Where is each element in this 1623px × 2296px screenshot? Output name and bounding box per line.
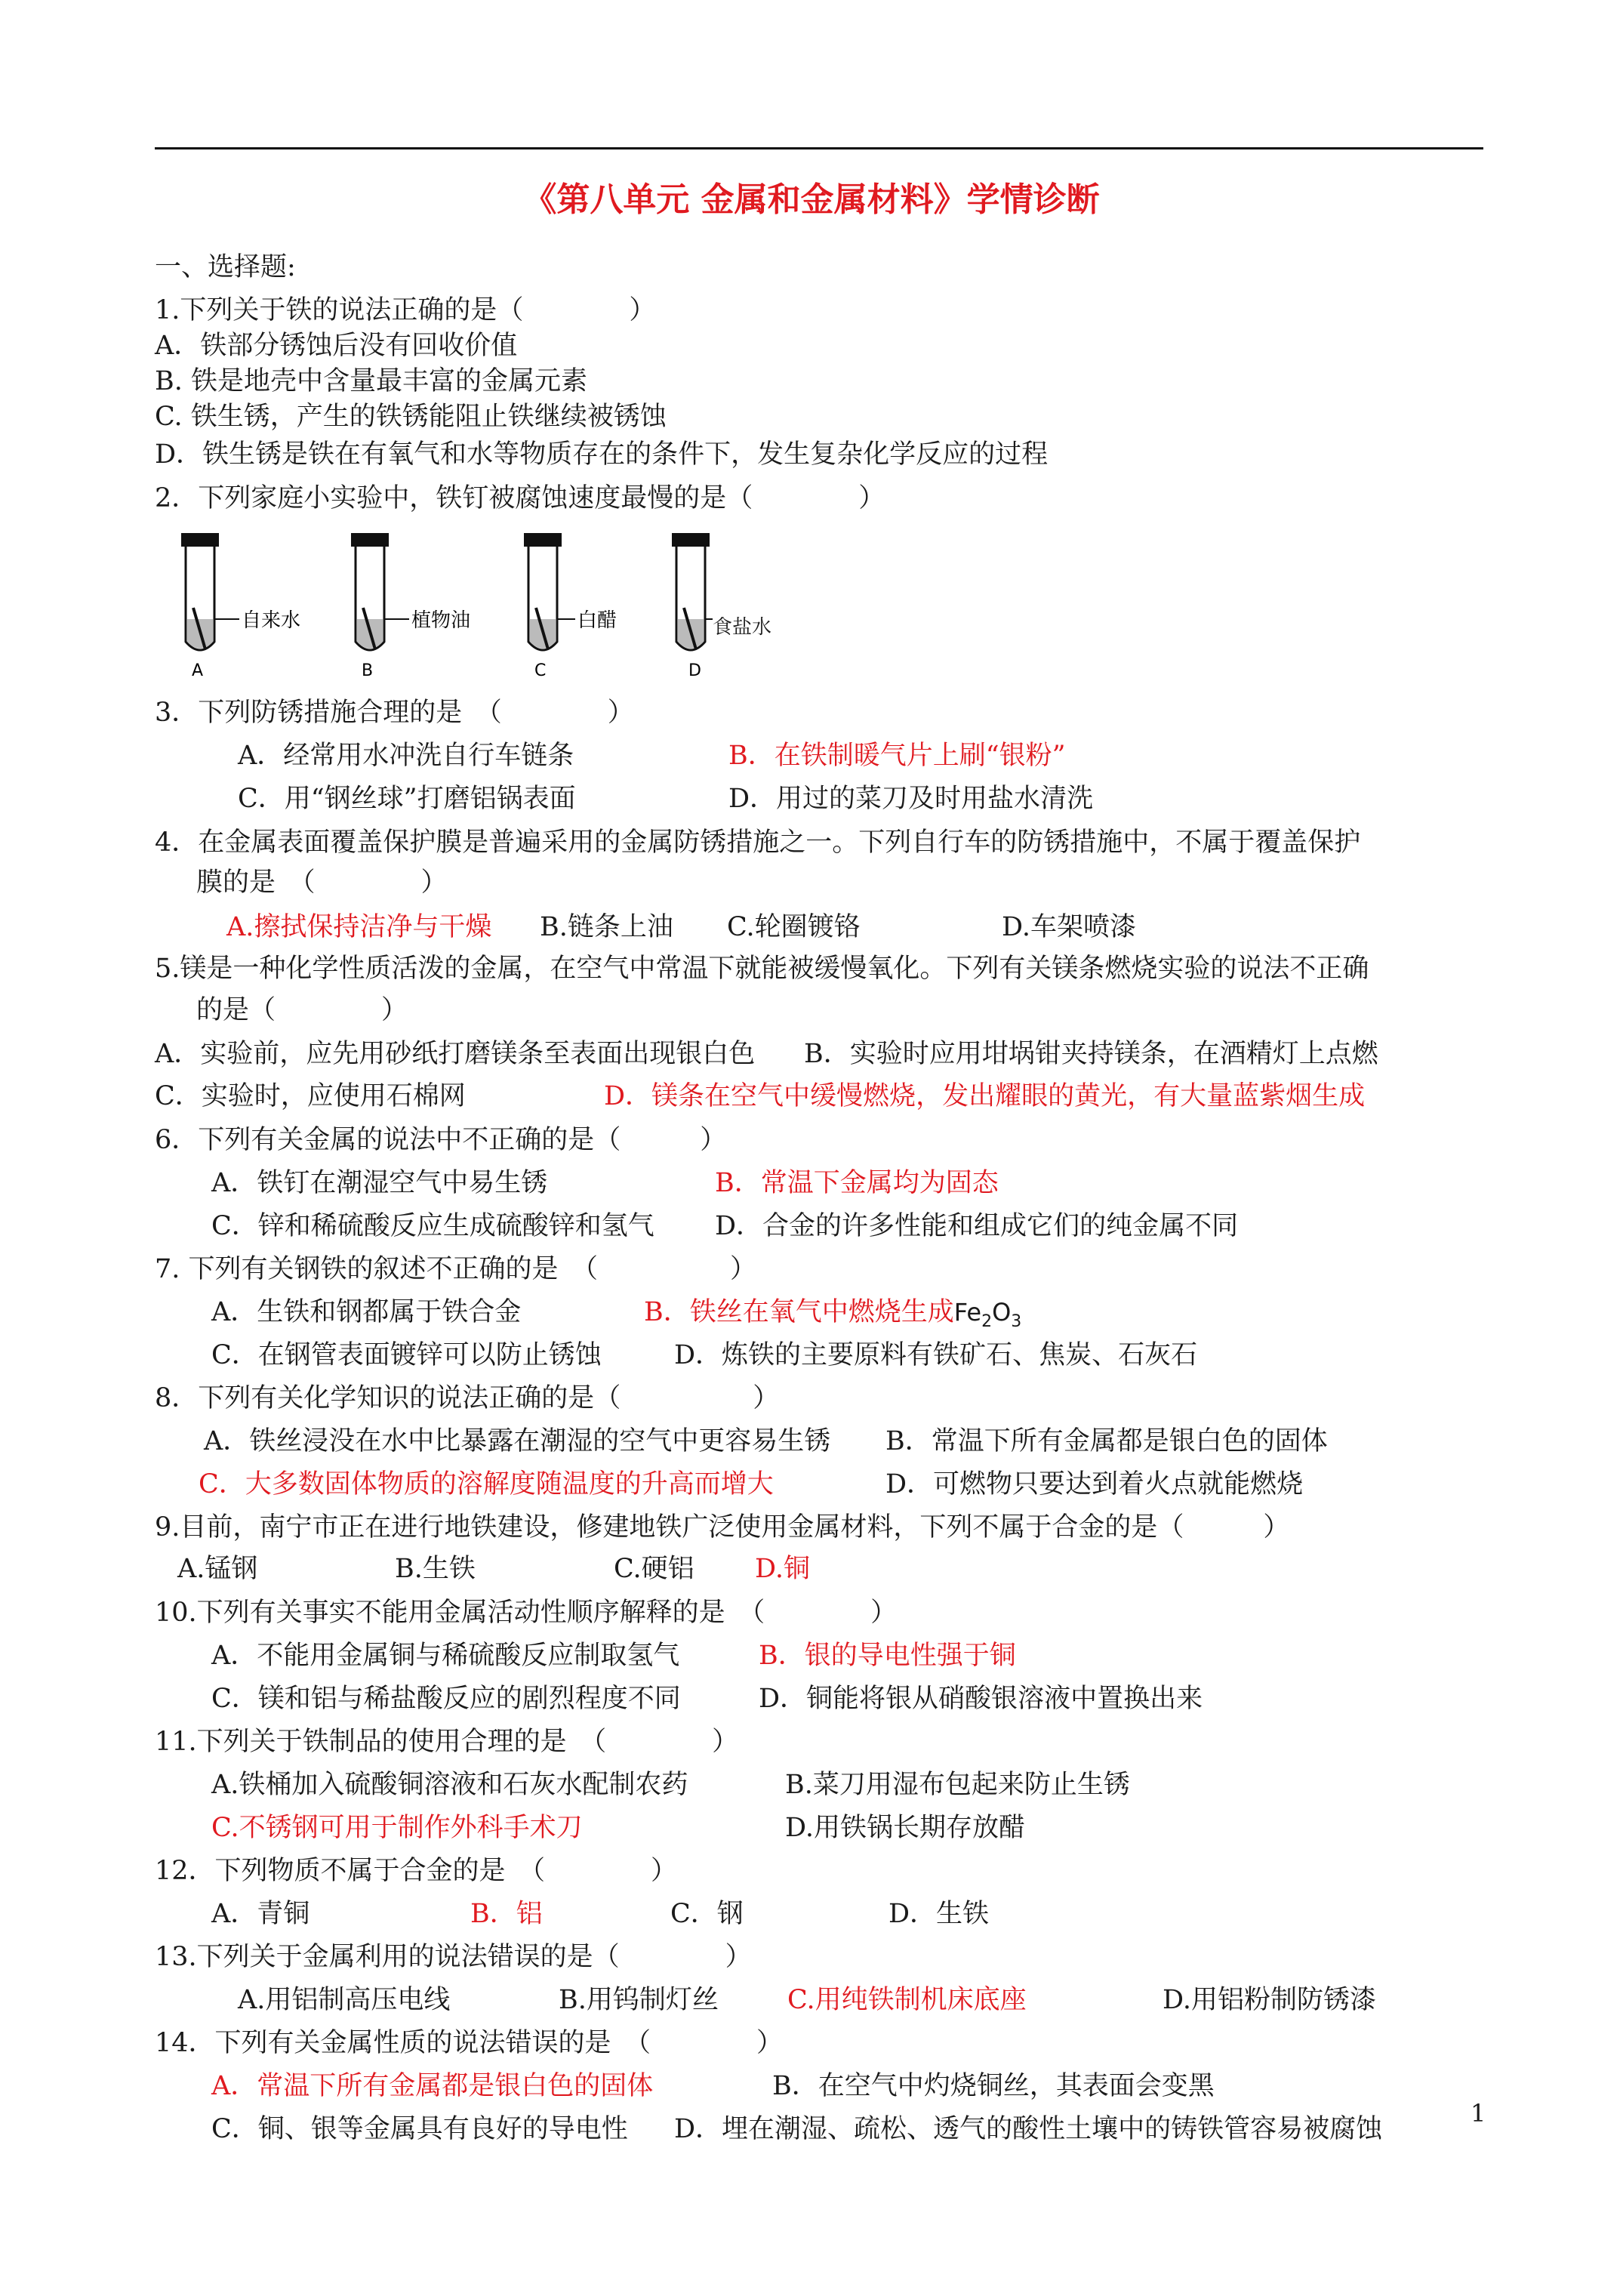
question-9-option-a: A.锰钢 [177,1554,258,1584]
question-4-option-c: C.轮圈镀铬 [727,912,861,942]
question-6-stem: 6．下列有关金属的说法中不正确的是（ ） [155,1125,727,1155]
question-9-option-c: C.硬铝 [614,1554,694,1584]
question-1-option-b: B. 铁是地壳中含量最丰富的金属元素 [155,366,587,396]
question-11-stem: 11.下列关于铁制品的使用合理的是 （ ） [155,1727,739,1757]
question-3-stem: 3．下列防锈措施合理的是 （ ） [155,698,634,728]
question-9-option-b: B.生铁 [395,1554,476,1584]
question-8-option-a: A．铁丝浸没在水中比暴露在潮湿的空气中更容易生锈 [204,1426,831,1456]
test-tube-b [351,533,470,680]
tube-c-letter: C [534,661,547,680]
test-tube-a [181,533,300,680]
question-3-option-b: B．在铁制暖气片上刷“银粉” [728,741,1066,771]
question-6-option-d: D．合金的许多性能和组成它们的纯金属不同 [715,1211,1239,1241]
question-11-option-d: D.用铁锅长期存放醋 [785,1813,1025,1843]
question-7-option-b: B．铁丝在氧气中燃烧生成 [644,1297,954,1327]
question-1-option-d: D．铁生锈是铁在有氧气和水等物质存在的条件下，发生复杂化学反应的过程 [155,439,1049,470]
question-12-options [155,1894,1483,1934]
question-3-option-a: A．经常用水冲洗自行车链条 [238,741,574,771]
question-4-option-a: A.擦拭保持洁净与干燥 [226,912,492,942]
question-11-options-row-2 [155,1808,1483,1848]
question-12-option-c: C．钢 [670,1899,744,1929]
question-5-stem-cont: 的是（ ） [196,995,408,1025]
question-7-option-d: D．炼铁的主要原料有铁矿石、焦炭、石灰石 [674,1340,1198,1370]
question-8-options-row-2 [155,1465,1483,1504]
section-heading: 一、选择题: [155,252,296,282]
question-4-option-b: B.链条上油 [540,912,673,942]
question-13-option-b: B.用钨制灯丝 [559,1985,719,2015]
question-10-option-c: C．镁和铝与稀盐酸反应的剧烈程度不同 [211,1684,681,1714]
question-8-option-d: D．可燃物只要达到着火点就能燃烧 [885,1469,1304,1499]
question-1-stem: 1.下列关于铁的说法正确的是（ ） [155,295,656,325]
question-7-option-b-wrap [644,1293,1021,1342]
tube-d-letter: D [688,661,701,680]
question-6-options-row-2 [155,1207,1483,1246]
question-13-option-d: D.用铝粉制防锈漆 [1163,1985,1376,2015]
question-7-options-row-2 [155,1336,1483,1375]
question-7-option-c: C．在钢管表面镀锌可以防止锈蚀 [211,1340,602,1370]
question-2-stem: 2．下列家庭小实验中，铁钉被腐蚀速度最慢的是（ ） [155,483,885,513]
question-3-option-d: D．用过的菜刀及时用盐水清洗 [728,784,1094,814]
question-5-options-row-1 [155,1034,1483,1074]
question-11-options-row-1 [155,1765,1483,1804]
question-9-stem: 9.目前，南宁市正在进行地铁建设，修建地铁广泛使用金属材料，下列不属于合金的是（ ） [155,1512,1290,1542]
question-3-option-c: C．用“钢丝球”打磨铝锅表面 [238,784,576,814]
question-14-option-b: B．在空气中灼烧铜丝，其表面会变黑 [772,2071,1215,2101]
question-7-option-a: A．生铁和钢都属于铁合金 [211,1297,522,1327]
question-3-options-row-1 [155,736,1483,775]
fe2o3-formula: $Fe_2O_3$ [953,1298,1022,1331]
question-5-options-row-2 [155,1077,1483,1116]
tube-a-letter: A [192,661,204,680]
question-8-option-b: B．常温下所有金属都是银白色的固体 [885,1426,1328,1456]
tube-a-liquid: 自来水 [242,609,301,632]
header-rule [155,147,1483,149]
question-4-stem: 4．在金属表面覆盖保护膜是普遍采用的金属防锈措施之一。下列自行车的防锈措施中，不属于覆盖保护 [155,827,1361,858]
question-14-option-a: A．常温下所有金属都是银白色的固体 [211,2071,654,2101]
question-4-stem-cont: 膜的是 （ ） [196,868,448,898]
question-8-option-c: C．大多数固体物质的溶解度随温度的升高而增大 [199,1469,774,1499]
question-12-stem: 12．下列物质不属于合金的是 （ ） [155,1856,678,1886]
page-number: 1 [1471,2099,1486,2128]
question-11-option-a: A.铁桶加入硫酸铜溶液和石灰水配制农药 [211,1770,688,1800]
question-9-options [155,1549,1483,1589]
question-6-option-b: B．常温下金属均为固态 [715,1168,999,1198]
question-14-option-d: D．埋在潮湿、疏松、透气的酸性土壤中的铸铁管容易被腐蚀 [674,2114,1383,2144]
question-7-stem: 7. 下列有关钢铁的叙述不正确的是 （ ） [155,1254,757,1284]
question-13-option-c: C.用纯铁制机床底座 [787,1985,1027,2015]
test-tube-c [524,533,617,680]
tube-d-liquid: 食盐水 [713,616,772,639]
question-7-options-row-1 [155,1293,1483,1332]
question-9-option-d: D.铜 [755,1554,810,1584]
tube-c-liquid: 白醋 [577,609,617,632]
question-1-option-a: A．铁部分锈蚀后没有回收价值 [155,331,518,361]
question-3-options-row-2 [155,779,1483,818]
question-5-option-c: C．实验时，应使用石棉网 [155,1081,466,1111]
question-5-stem: 5.镁是一种化学性质活泼的金属，在空气中常温下就能被缓慢氧化。下列有关镁条燃烧实验的说法不正确 [155,954,1369,984]
question-10-options-row-1 [155,1636,1483,1675]
question-1-option-c: C. 铁生锈，产生的铁锈能阻止铁继续被锈蚀 [155,402,667,432]
question-5-option-a: A．实验前，应先用砂纸打磨镁条至表面出现银白色 [155,1039,756,1069]
test-tube-d [672,533,713,680]
question-12-option-d: D．生铁 [888,1899,990,1929]
page-title: 《第八单元 金属和金属材料》学情诊断 [523,180,1100,219]
question-4-option-d: D.车架喷漆 [1002,912,1136,942]
question-4-options [155,908,1483,947]
question-13-options [155,1980,1483,2020]
question-11-option-b: B.菜刀用湿布包起来防止生锈 [785,1770,1130,1800]
question-8-stem: 8．下列有关化学知识的说法正确的是（ ） [155,1383,780,1413]
question-10-stem: 10.下列有关事实不能用金属活动性顺序解释的是 （ ） [155,1598,898,1628]
question-12-option-a: A．青铜 [211,1899,310,1929]
question-6-option-c: C．锌和稀硫酸反应生成硫酸锌和氢气 [211,1211,654,1241]
question-6-option-a: A．铁钉在潮湿空气中易生锈 [211,1168,548,1198]
question-11-option-c: C.不锈钢可用于制作外科手术刀 [211,1813,583,1843]
question-12-option-b: B．铝 [470,1899,543,1929]
question-8-options-row-1 [155,1422,1483,1461]
question-5-option-b: B．实验时应用坩埚钳夹持镁条，在酒精灯上点燃 [804,1039,1378,1069]
tube-b-letter: B [362,661,374,680]
tube-b-liquid: 植物油 [411,609,471,632]
question-5-option-d: D．镁条在空气中缓慢燃烧，发出耀眼的黄光，有大量蓝紫烟生成 [604,1081,1366,1111]
question-14-options-row-1 [155,2066,1483,2106]
question-10-options-row-2 [155,1679,1483,1718]
question-6-options-row-1 [155,1163,1483,1203]
test-tube-figure [168,529,741,680]
question-13-option-a: A.用铝制高压电线 [238,1985,451,2015]
question-10-option-d: D．铜能将银从硝酸银溶液中置换出来 [759,1684,1203,1714]
question-14-options-row-2 [155,2110,1483,2149]
question-13-stem: 13.下列关于金属利用的说法错误的是（ ） [155,1942,752,1972]
question-14-stem: 14．下列有关金属性质的说法错误的是 （ ） [155,2028,784,2058]
question-10-option-a: A．不能用金属铜与稀硫酸反应制取氢气 [211,1641,680,1671]
question-10-option-b: B．银的导电性强于铜 [759,1641,1016,1671]
question-14-option-c: C．铜、银等金属具有良好的导电性 [211,2114,628,2144]
